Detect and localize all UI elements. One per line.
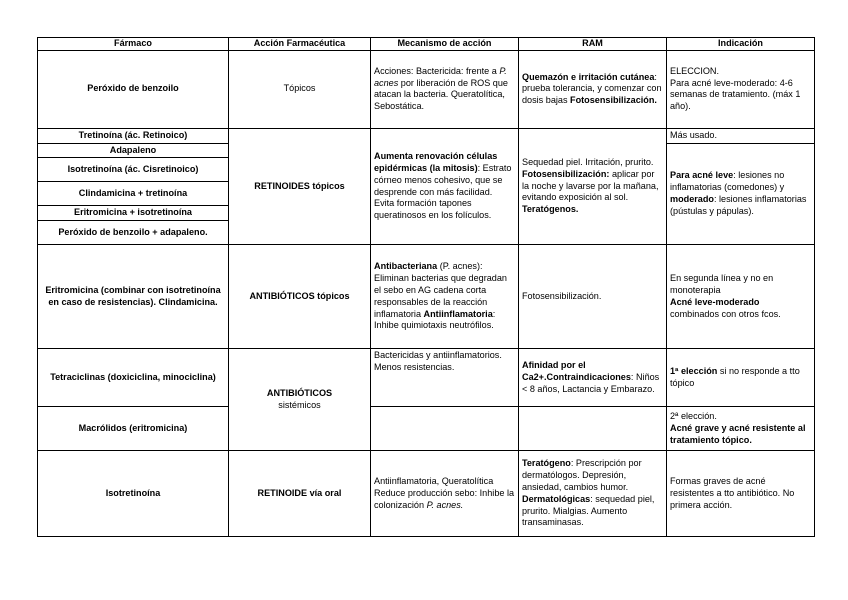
- mechanism-cell: Acciones: Bactericida: frente a P. acnes por liberación de ROS que atacan la bacteria. Queratolítica, Sebostática.: [371, 50, 519, 128]
- drug-cell: Tretinoína (ác. Retinoico): [38, 128, 229, 143]
- drug-cell: Eritromicina (combinar con isotretinoína en caso de resistencias). Clindamicina.: [38, 245, 229, 349]
- indication-cell: ELECCION. Para acné leve-moderado: 4-6 semanas de tratamiento. (máx 1 año).: [667, 50, 815, 128]
- indication-cell: 2ª elección. Acné grave y acné resistente al tratamiento tópico.: [667, 407, 815, 451]
- drug-cell: Tetraciclinas (doxiciclina, minociclina): [38, 349, 229, 407]
- header-row: [38, 38, 815, 51]
- action-cell: ANTIBIÓTICOS sistémicos: [229, 349, 371, 451]
- indication-cell: Más usado.: [667, 128, 815, 143]
- mechanism-cell: Antibacteriana (P. acnes): Eliminan bacterias que degradan el sebo en AG cadena corta responsables de la reacción inflamatoria Antiinflamatoria: Inhibe quimiotaxis neutrófilos.: [371, 245, 519, 349]
- mechanism-cell: Aumenta renovación células epidérmicas (la mitosis): Estrato córneo menos cohesivo, que se desprende con más facilidad. Evita formación tapones queratinosos en los folículos.: [371, 128, 519, 244]
- action-cell: RETINOIDE vía oral: [229, 451, 371, 537]
- drug-cell: Isotretinoína (ác. Cisretinoico): [38, 158, 229, 182]
- table-row: [38, 245, 815, 349]
- indication-cell: En segunda línea y no en monoterapia Acné leve-moderado combinados con otros fcos.: [667, 245, 815, 349]
- header-mecanismo: Mecanismo de acción: [371, 38, 519, 51]
- ram-cell: Afinidad por el Ca2+.Contraindicaciones: Niños < 8 años, Lactancia y Embarazo.: [519, 349, 667, 407]
- table-row: [38, 128, 815, 143]
- action-cell: RETINOIDES tópicos: [229, 128, 371, 244]
- ram-cell: Fotosensibilización.: [519, 245, 667, 349]
- mechanism-cell: Antiinflamatoria, Queratolítica Reduce producción sebo: Inhibe la colonización P. acnes.: [371, 451, 519, 537]
- action-cell: ANTIBIÓTICOS tópicos: [229, 245, 371, 349]
- ram-cell: [519, 407, 667, 451]
- drug-cell: Eritromicina + isotretinoína: [38, 206, 229, 221]
- drug-cell: Clindamicina + tretinoína: [38, 182, 229, 206]
- drug-cell: Peróxido de benzoilo: [38, 50, 229, 128]
- indication-cell: Formas graves de acné resistentes a tto antibiótico. No primera acción.: [667, 451, 815, 537]
- drug-cell: Peróxido de benzoilo + adapaleno.: [38, 221, 229, 245]
- indication-cell: 1ª elección si no responde a tto tópico: [667, 349, 815, 407]
- mechanism-cell: Bactericidas y antiinflamatorios. Menos resistencias.: [371, 349, 519, 407]
- drug-cell: Adapaleno: [38, 143, 229, 158]
- indication-cell: Para acné leve: lesiones no inflamatorias (comedones) y moderado: lesiones inflamatorias (pústulas y pápulas).: [667, 143, 815, 245]
- drug-cell: Isotretinoína: [38, 451, 229, 537]
- table-row: [38, 50, 815, 128]
- drug-cell: Macrólidos (eritromicina): [38, 407, 229, 451]
- mechanism-cell: [371, 407, 519, 451]
- drug-table: [37, 37, 815, 537]
- table-row: [38, 451, 815, 537]
- action-cell: Tópicos: [229, 50, 371, 128]
- header-farmaco: Fármaco: [38, 38, 229, 51]
- ram-cell: Teratógeno: Prescripción por dermatólogos. Depresión, ansiedad, cambios humor. Dermatológicas: sequedad piel, prurito. Mialgias. Aumento transaminasas.: [519, 451, 667, 537]
- header-indicacion: Indicación: [667, 38, 815, 51]
- header-accion: Acción Farmacéutica: [229, 38, 371, 51]
- ram-cell: Quemazón e irritación cutánea: prueba tolerancia, y comenzar con dosis bajas Fotosensibilización.: [519, 50, 667, 128]
- header-ram: RAM: [519, 38, 667, 51]
- table-row: [38, 407, 815, 451]
- ram-cell: Sequedad piel. Irritación, prurito. Fotosensibilización: aplicar por la noche y lavarse por la mañana, evitando exposición al sol. Teratógenos.: [519, 128, 667, 244]
- table-row: [38, 349, 815, 407]
